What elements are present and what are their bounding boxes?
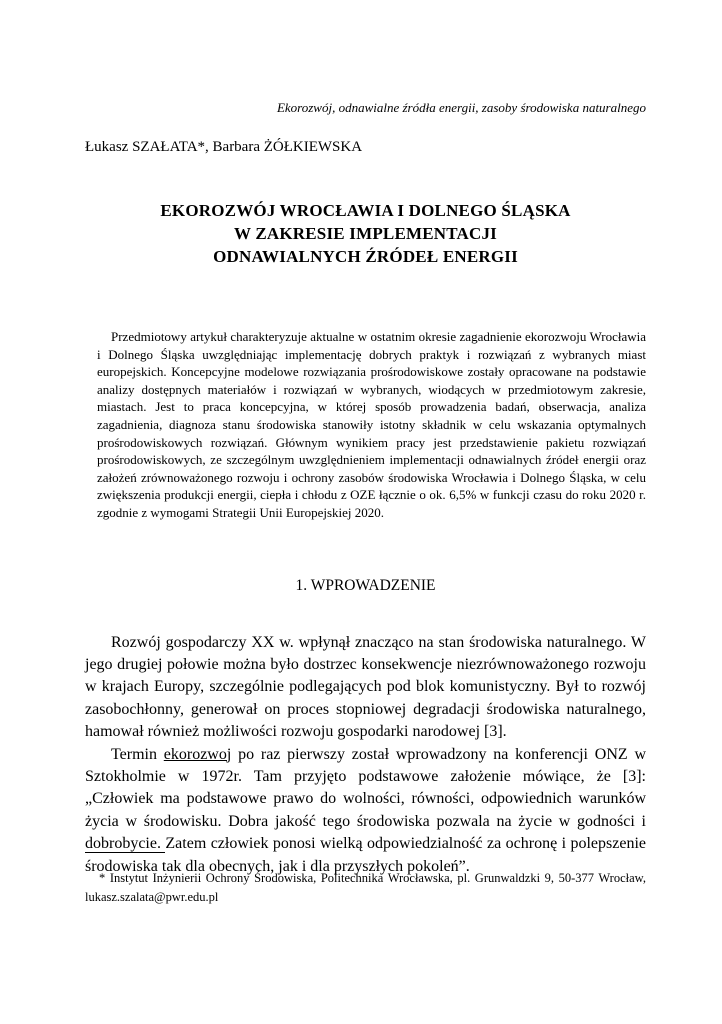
- body-paragraph-2-rest: po raz pierwszy został wprowadzony na konferencji ONZ w Sztokholmie w 1972r. Tam przyjęto podstawowe założenie mówiące, że [3]: „Człowiek ma podstawowe prawo do wolności, równości, odpowiednich warunków życia w środowisku. Dobra jakość tego środowiska pozwala na życie w godności i dobrobycie. Zatem człowiek ponosi wielką odpowiedzialność za ochronę i polepszenie środowiska tak dla obecnych, jak i dla przyszłych pokoleń”.: [85, 745, 646, 875]
- footnote-block: [85, 852, 646, 907]
- footnote-separator-rule: [85, 852, 165, 853]
- paper-title-line-1: EKOROZWÓJ WROCŁAWIA I DOLNEGO ŚLĄSKA: [160, 201, 571, 220]
- paper-title-line-2: W ZAKRESIE IMPLEMENTACJI: [234, 224, 497, 243]
- body-paragraph-2-lead: Termin: [111, 745, 164, 763]
- body-paragraph-1: Rozwój gospodarczy XX w. wpłynął znacząco na stan środowiska naturalnego. W jego drugiej połowie można było dostrzec konsekwencje niezrównoważonego rozwoju w krajach Europy, szczególnie podlegających pod blok komunistyczny. Był to rozwój zasobochłonny, generował on proces stopniowej degradacji środowiska naturalnego, hamował również możliwości rozwoju gospodarki narodowej [3].: [85, 633, 646, 741]
- body-text: [85, 632, 646, 878]
- abstract-paragraph: Przedmiotowy artykuł charakteryzuje aktualne w ostatnim okresie zagadnienie ekorozwoju Wrocławia i Dolnego Śląska uwzględniając implementację dobrych praktyk i rozwiązań z wybranych miast europejskich. Koncepcyjne modelowe rozwiązania prośrodowiskowe zostały opracowane na podstawie analizy dostępnych materiałów i rozwiązań w wybranych, wiodących w przedmiotowym zakresie, miastach. Jest to praca koncepcyjna, w której sposób prowadzenia badań, obserwacja, analiza zagadnienia, diagnoza stanu środowiska stanowiły istotny składnik w celu wskazania optymalnych prośrodowiskowych rozwiązań. Głównym wynikiem pracy jest przedstawienie pakietu rozwiązań prośrodowiskowych, ze szczególnym uwzględnieniem implementacji odnawialnych źródeł energii oraz założeń zrównoważonego rozwoju i ochrony zasobów środowiska Wrocławia i Dolnego Śląska, w celu zwiększenia produkcji energii, ciepła i chłodu z OZE łącznie o ok. 6,5% w funkcji czasu do roku 2020 r. zgodnie z wymogami Strategii Unii Europejskiej 2020.: [97, 329, 646, 520]
- paper-title-line-3: ODNAWIALNYCH ŹRÓDEŁ ENERGII: [213, 247, 518, 266]
- footnote-affiliation: * Instytut Inżynierii Ochrony Środowiska, Politechnika Wrocławska, pl. Grunwaldzki 9, 50-377 Wrocław, lukasz.szalata@pwr.edu.pl: [85, 871, 646, 904]
- authors-line: Łukasz SZAŁATA*, Barbara ŻÓŁKIEWSKA: [85, 139, 363, 155]
- paper-title: [85, 199, 646, 268]
- running-head: Ekorozwój, odnawialne źródła energii, zasoby środowiska naturalnego: [276, 100, 646, 115]
- body-paragraph-2-underlined-term: ekorozwoj: [163, 745, 232, 763]
- section-heading-introduction: 1. WPROWADZENIE: [295, 576, 436, 594]
